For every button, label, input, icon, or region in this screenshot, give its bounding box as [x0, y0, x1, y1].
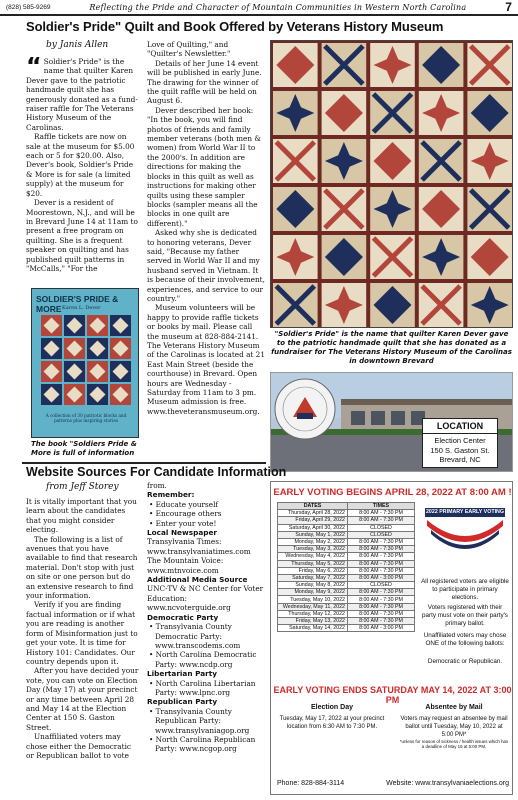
early-voting-schedule — [277, 502, 415, 632]
source-bullet — [147, 509, 265, 518]
book-caption: The book "Soldiers Pride & More is full of information — [31, 440, 137, 457]
schedule-time: 8:00 AM - 7:30 PM — [348, 538, 415, 545]
book-cover — [31, 288, 139, 438]
schedule-date: Sunday, May 1, 2022 — [278, 531, 348, 538]
article2-column-1 — [26, 497, 141, 797]
bullet-icon: • — [149, 509, 156, 519]
table-row — [278, 531, 415, 538]
section-divider — [22, 462, 266, 464]
schedule-date: Thursday, May 5, 2022 — [278, 560, 348, 567]
schedule-header-times: TIMES — [348, 503, 415, 510]
byline-janis-allen: by Janis Allen — [46, 40, 109, 50]
article-paragraph: “ Soldier's Pride" is the name that quilter Karen Dever gave to the patriotic handmade quilt she has generously donated as a fund-raiser raffle for The Veterans History Museum of the Carolinas. — [26, 57, 138, 132]
location-box — [422, 418, 498, 468]
early-voting-end: EARLY VOTING ENDS SATURDAY MAY 14, 2022 AT 3:00 PM — [273, 685, 512, 705]
table-row — [278, 553, 415, 560]
schedule-time: CLOSED — [348, 531, 415, 538]
article-paragraph: Asked why she is dedicated to honoring veterans, Dever said, "Because my father served in World War II and my husband served in Vietnam. It is because of their involvement, experiences, and service to our country." — [147, 228, 265, 303]
source-bullet — [147, 679, 265, 698]
schedule-time: 8:00 AM - 3:00 PM — [348, 574, 415, 581]
source-text: North Carolina Democratic Party: www.ncdp.org — [155, 650, 257, 669]
article-paragraph: Raffle tickets are now on sale at the museum for $5.00 each or 5 for $20.00. Also, Dever's book, Soldier's Pride & More is for sale (a limited supply) at the museum for $20. — [26, 132, 135, 198]
page-header — [0, 0, 518, 16]
bullet-icon: • — [149, 734, 156, 744]
note-party: Voters registered with their party must vote on their party's primary ballot. — [422, 604, 508, 627]
banner-text: 2022 PRIMARY EARLY VOTING — [425, 509, 504, 515]
schedule-time: 8:00 AM - 7:30 PM — [348, 560, 415, 567]
source-heading: Local Newspaper — [147, 528, 218, 538]
source-text: Encourage others — [155, 509, 222, 519]
source-text: Transylvania County Republican Party: www.transylvaniagop.org — [155, 706, 250, 735]
schedule-date: Wednesday, May 4, 2022 — [278, 553, 348, 560]
schedule-date: Friday, April 29, 2022 — [278, 517, 348, 524]
article-paragraph: It is vitally important that you learn about the candidates that you might consider electing. — [26, 497, 137, 535]
early-voting-footer — [277, 780, 509, 787]
schedule-time: 8:00 AM - 7:30 PM — [348, 589, 415, 596]
bullet-icon: • — [149, 499, 156, 509]
table-row — [278, 567, 415, 574]
article-column-2 — [147, 40, 265, 462]
table-row — [278, 574, 415, 581]
article-paragraph: Details of her June 14 event will be published in early June. The drawing for the winner of the quilt raffle will be held on August 6. — [147, 58, 262, 106]
source-bullet — [147, 707, 265, 735]
election-day-heading: Election Day — [310, 704, 353, 711]
note-ballots: Democratic or Republican. — [427, 658, 503, 665]
absentee-heading: Absentee by Mail — [425, 704, 483, 711]
header-tagline: Reflecting the Pride and Character of Mountain Communities in Western North Carolina — [89, 2, 467, 12]
source-text: North Carolina Libertarian Party: www.lpnc.org — [155, 678, 256, 697]
schedule-date: Friday, May 6, 2022 — [278, 567, 348, 574]
book-description: A collection of 30 patriotic blocks and patterns plus inspiring stories — [45, 413, 127, 423]
table-row — [278, 524, 415, 531]
quilt-caption: "Soldier's Pride" is the name that quilter Karen Dever gave to the patriotic handmade quilt that she has donated as a fundraiser for The Veterans History Museum of the Carolinas in downtown Brevard — [271, 330, 512, 365]
table-row — [278, 517, 415, 524]
source-heading: Republican Party — [147, 697, 218, 707]
source-bullet — [147, 650, 265, 669]
source-text: The Mountain Voice: www.mtnvoice.com — [147, 556, 224, 575]
schedule-date: Saturday, April 30, 2022 — [278, 524, 348, 531]
schedule-time: 8:00 AM - 7:30 PM — [348, 567, 415, 574]
article-paragraph: Museum volunteers will be happy to provide raffle tickets or books by mail. Please call the museum at 828-884-2141. The Veterans History Museum of the Carolinas is located at 21 East Main Street (beside the courthouse) in Brevard. Open hours are Wednesday - Saturday from 11am to 3 pm. Museum admission is free. www.theveteransmuseum.org. — [147, 303, 265, 416]
table-row — [278, 560, 415, 567]
source-heading: Libertarian Party — [147, 669, 218, 679]
source-text: Transylvania Times: www.transylvaniatimes.com — [147, 537, 251, 556]
schedule-date: Sunday, May 8, 2022 — [278, 582, 348, 589]
table-row — [278, 610, 415, 617]
article-paragraph: Unaffiliated voters may chose either the Democratic or Republican ballot to vote — [26, 732, 131, 760]
schedule-time: 8:00 AM - 7:30 PM — [348, 510, 415, 517]
absentee-footnote: *unless for reason of sickness / health issues which has a deadline of May 16 at 5:00 PM. — [399, 739, 509, 750]
elections-phone: Phone: 828-884-3114 — [277, 780, 345, 787]
article-paragraph: After you have decided your vote, you can vote on Election Day (May 17) at your precinct or any time between April 28 and May 14 at the Election Center at 150 S. Gaston Street. — [26, 666, 139, 732]
source-text: Enter your vote! — [155, 518, 217, 528]
schedule-date: Thursday, May 12, 2022 — [278, 610, 348, 617]
schedule-time: 8:00 AM - 7:30 PM — [348, 546, 415, 553]
source-text: Educate yourself — [155, 499, 219, 509]
book-title: SOLDIER'S PRIDE & MORE — [36, 294, 119, 314]
source-bullet — [147, 622, 265, 650]
source-text: from. — [147, 481, 167, 490]
source-heading: Remember: — [147, 490, 195, 500]
table-row — [278, 618, 415, 625]
bullet-icon: • — [149, 650, 156, 660]
source-heading: Democratic Party — [147, 612, 219, 622]
absentee-block — [399, 704, 509, 750]
byline-jeff-storey: from Jeff Storey — [46, 482, 119, 492]
elections-website[interactable]: Website: www.transylvaniaelections.org — [386, 780, 509, 787]
article-paragraph: The following is a list of avenues that you have available to find that research material. Don't stop with just on site or one person but do an extensive research to find your information. — [26, 534, 138, 601]
note-unaffiliated: Unaffiliated voters may chose ONE of the following ballots: — [423, 632, 507, 647]
book-quilt-graphic — [40, 314, 132, 406]
table-row — [278, 538, 415, 545]
location-line-1: Election Center — [434, 436, 486, 445]
schedule-time: 8:00 AM - 7:30 PM — [348, 553, 415, 560]
table-row — [278, 589, 415, 596]
schedule-time: 8:00 AM - 7:30 PM — [348, 603, 415, 610]
table-row — [278, 510, 415, 517]
article-headline-quilt: Soldier's Pride" Quilt and Book Offered by Veterans History Museum — [26, 19, 444, 34]
election-day-block — [277, 704, 387, 731]
article-column-1 — [26, 57, 139, 287]
table-row — [278, 625, 415, 632]
schedule-date: Monday, May 2, 2022 — [278, 538, 348, 545]
source-text: UNC-TV & NC Center for Voter Education: www.ncvoterguide.org — [147, 584, 264, 613]
schedule-time: CLOSED — [348, 524, 415, 531]
schedule-date: Monday, May 9, 2022 — [278, 589, 348, 596]
table-row — [278, 582, 415, 589]
election-day-text: Tuesday, May 17, 2022 at your precinct location from 6:30 AM to 7:30 PM. — [279, 716, 385, 730]
drop-quote-mark: “ — [26, 57, 42, 80]
location-line-2: 150 S. Gaston St. — [430, 445, 490, 455]
bullet-icon: • — [149, 518, 156, 528]
bullet-icon: • — [149, 678, 156, 688]
note-eligible: All registered voters are eligible to participate in primary elections. — [421, 578, 509, 601]
schedule-time: CLOSED — [348, 582, 415, 589]
source-heading: Additional Media Source — [147, 575, 248, 585]
location-line-3: Brevard, NC — [439, 455, 481, 464]
schedule-date: Tuesday, May 10, 2022 — [278, 596, 348, 603]
article-paragraph: Dever described her book: "In the book, you will find photos of friends and family member veterans (both men & women) from World War II to the 2000's. In addition are directions for making the blocks in this quilt as well as instructions for making other quilts using these sampler blocks (sampler means all the blocks in one quilt are different)." — [147, 105, 261, 228]
article-paragraph: Love of Quilting," and "Quilter's Newsletter." — [147, 40, 231, 59]
schedule-time: 8:00 AM - 7:30 PM — [348, 610, 415, 617]
schedule-date: Tuesday, May 3, 2022 — [278, 546, 348, 553]
schedule-date: Saturday, May 7, 2022 — [278, 574, 348, 581]
source-bullet — [147, 500, 265, 509]
schedule-time: 8:00 AM - 7:30 PM — [348, 517, 415, 524]
bullet-icon: • — [149, 706, 156, 716]
schedule-time: 8:00 AM - 7:30 PM — [348, 596, 415, 603]
article2-column-2 — [147, 481, 265, 797]
article-headline-website: Website Sources For Candidate Information — [26, 465, 287, 479]
schedule-header-dates: DATES — [278, 503, 348, 510]
location-title: LOCATION — [423, 419, 497, 434]
quilt-photo — [270, 40, 513, 328]
article-paragraph: Verify if you are finding factual information or if what you are reading is another form of Misinformation just to get your vote. It is time for History 101: Candidates. Our country depends upon it. — [26, 600, 138, 666]
table-row — [278, 603, 415, 610]
source-text: North Carolina Republican Party: www.ncgop.org — [155, 734, 256, 754]
header-phone: (828) 585-9269 — [6, 3, 51, 11]
schedule-date: Friday, May 13, 2022 — [278, 618, 348, 625]
book-author: Karen L. Dever — [62, 305, 101, 311]
source-bullet — [147, 735, 265, 754]
bullet-icon: • — [149, 622, 156, 632]
table-row — [278, 596, 415, 603]
schedule-time: 8:00 AM - 3:00 PM — [348, 625, 415, 632]
schedule-date: Saturday, May 14, 2022 — [278, 625, 348, 632]
source-bullet — [147, 519, 265, 528]
page-number: 7 — [505, 0, 512, 14]
absentee-text: Voters may request an absentee by mail ballot until Tuesday, May 10, 2022 at 5:00 PM* — [400, 716, 508, 738]
table-row — [278, 546, 415, 553]
article-paragraph: Dever is a resident of Moorestown, N.J., and will be in Brevard June 14 at 11am to present a free program on quilting. She is a frequent speaker on quilting and has published quilt patterns in "McCalls," "For the — [26, 198, 138, 273]
schedule-date: Wednesday, May 11, 2022 — [278, 603, 348, 610]
early-voting-title: EARLY VOTING BEGINS APRIL 28, 2022 AT 8:00 AM ! — [273, 487, 512, 498]
schedule-date: Thursday, April 28, 2022 — [278, 510, 348, 517]
source-text: Transylvania County Democratic Party: www.transcodems.com — [155, 622, 241, 650]
early-voting-box — [270, 481, 513, 795]
schedule-time: 8:00 AM - 7:30 PM — [348, 618, 415, 625]
